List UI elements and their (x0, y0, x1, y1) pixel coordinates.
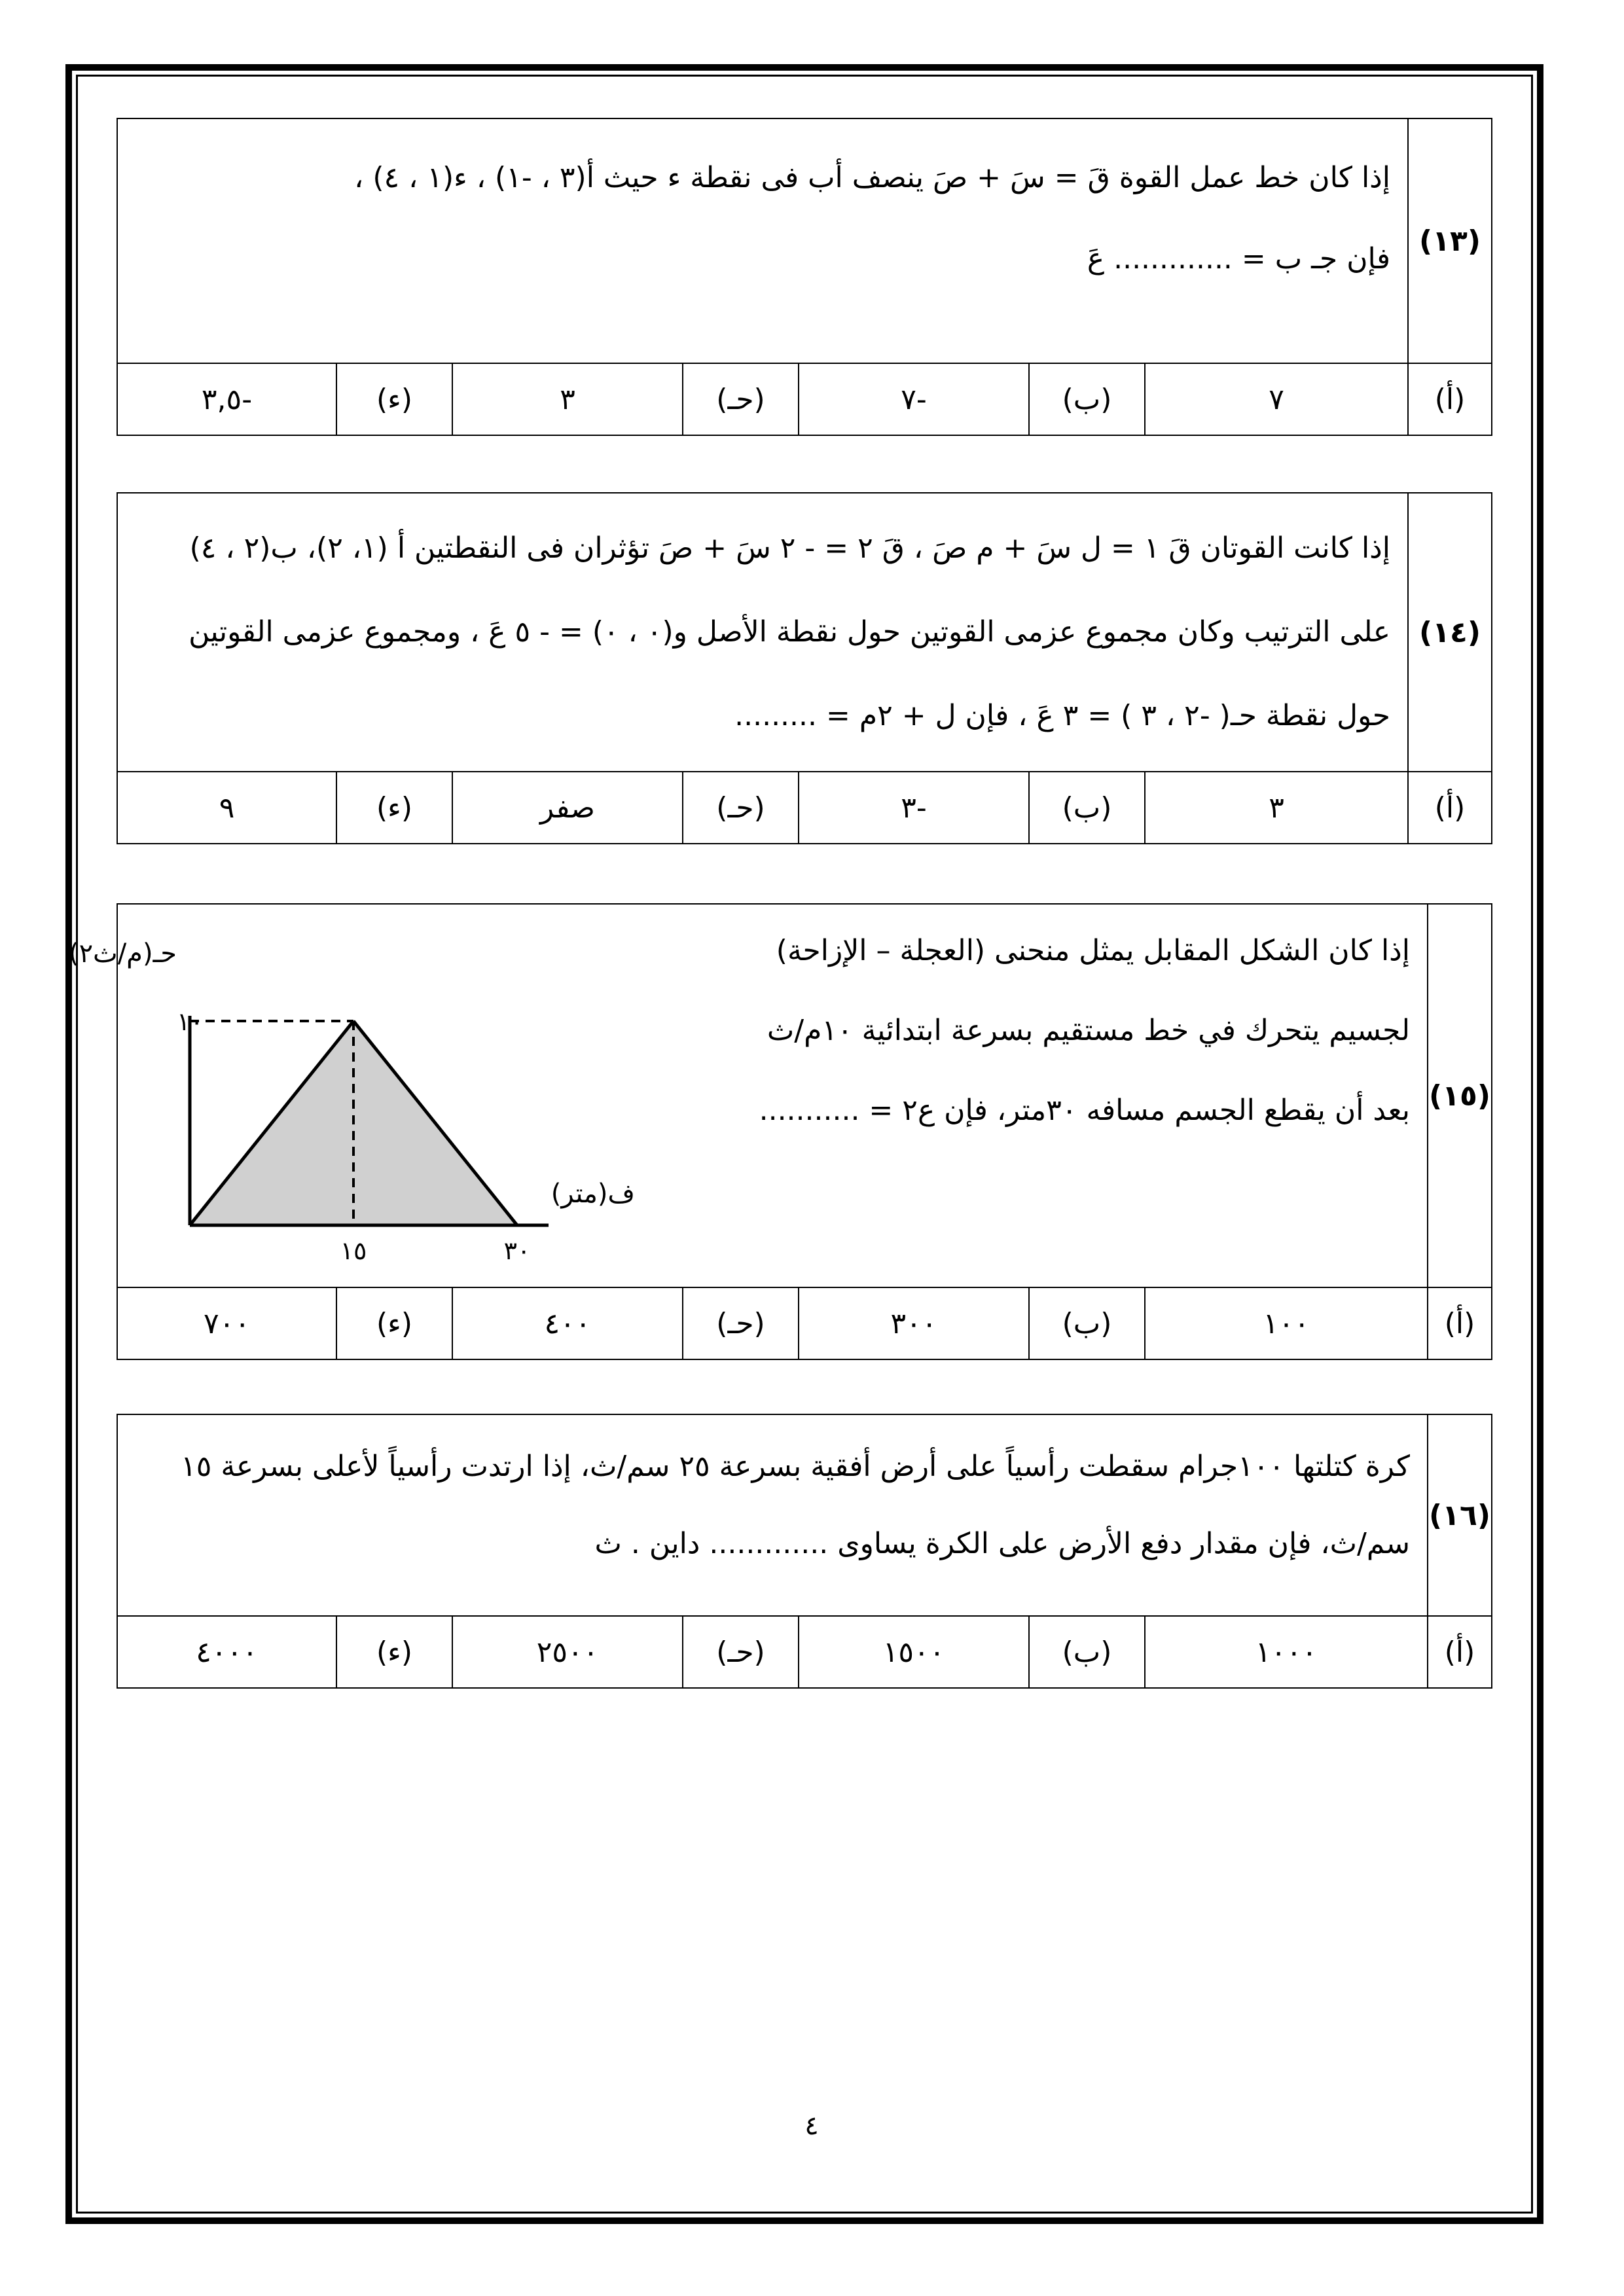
option-value[interactable]: -٣,٥ (201, 382, 253, 416)
option-value[interactable]: ١٥٠٠ (798, 1617, 1028, 1687)
option-tag[interactable]: (ب) (1028, 1617, 1144, 1687)
option-tag[interactable]: (أ) (1407, 364, 1491, 435)
option-value[interactable]: -٧ (798, 364, 1028, 435)
option-tag[interactable]: (أ) (1427, 1617, 1491, 1687)
option-value[interactable]: ٢٥٠٠ (452, 1617, 682, 1687)
question-number: (١٥) (1427, 905, 1491, 1287)
option-tag[interactable]: (أ) (1427, 1288, 1491, 1359)
option-tag[interactable]: (ء) (336, 772, 452, 843)
page-number: ٤ (804, 2111, 819, 2141)
option-value[interactable]: ٤٠٠ (452, 1288, 682, 1359)
question-line: سم/ث، فإن مقدار دفع الأرض على الكرة يساوى ............. داين . ث (594, 1527, 1410, 1560)
option-tag[interactable]: (حـ) (682, 1288, 798, 1359)
x-axis-label: ف(متر) (550, 1179, 635, 1209)
option-value[interactable]: ٤٠٠٠ (196, 1635, 258, 1669)
option-tag[interactable]: (حـ) (682, 364, 798, 435)
question-text (118, 119, 1407, 363)
option-tag[interactable]: (ب) (1028, 772, 1144, 843)
question-number: (١٣) (1407, 119, 1491, 363)
question-line: بعد أن يقطع الجسم مسافه ٣٠متر، فإن ع٢ = ........... (759, 1094, 1410, 1127)
option-tag[interactable]: (ء) (336, 1288, 452, 1359)
option-value[interactable]: ٧٠٠ (204, 1306, 250, 1340)
question-line: حول نقطة حـ( -٢ ، ٣ ) = ٣ عَ ، فإن ل + ٢م = ......... (734, 699, 1390, 732)
option-tag[interactable]: (أ) (1407, 772, 1491, 843)
option-value[interactable]: ٩ (219, 791, 235, 825)
option-tag[interactable]: (حـ) (682, 1617, 798, 1687)
acceleration-displacement-graph (68, 918, 635, 1265)
question-number: (١٦) (1427, 1415, 1491, 1615)
answer-options (118, 364, 1491, 435)
question-number: (١٤) (1407, 493, 1491, 771)
question-14 (117, 492, 1492, 844)
question-line: كرة كتلتها ١٠٠جرام سقطت رأسياً على أرض أفقية بسرعة ٢٥ سم/ث، إذا ارتدت رأسياً لأعلى بسرعة ١٥ (181, 1450, 1410, 1483)
x-tick-label: ٣٠ (503, 1236, 531, 1265)
question-text (118, 493, 1407, 771)
option-tag[interactable]: (حـ) (682, 772, 798, 843)
question-15 (68, 903, 1492, 1360)
answer-options (118, 1288, 1491, 1359)
option-value[interactable]: -٣ (798, 772, 1028, 843)
option-value[interactable]: ٣ (452, 364, 682, 435)
option-value[interactable]: ٣ (1144, 772, 1407, 843)
option-tag[interactable]: (ب) (1028, 1288, 1144, 1359)
question-13 (117, 118, 1492, 436)
answer-options (118, 772, 1491, 843)
question-text (118, 1415, 1427, 1615)
y-axis-label: حـ(م/ث٢) (68, 939, 177, 969)
question-text (68, 905, 1427, 1287)
question-line: فإن جـ ب = ............. عَ (1087, 242, 1390, 276)
x-tick-label: ١٥ (340, 1236, 367, 1265)
question-16 (117, 1414, 1492, 1689)
question-line: إذا كانت القوتان قَ ١ = ل سَ + م صَ ، قَ ٢ = - ٢ سَ + صَ تؤثران فى النقطتين أ (١، ٢)، ب(٢ ، ٤) (189, 531, 1390, 565)
option-value[interactable]: صفر (452, 772, 682, 843)
question-line: إذا كان الشكل المقابل يمثل منحنى (العجلة – الإزاحة) (776, 934, 1410, 967)
y-tick-label: ١٠ (177, 1007, 204, 1036)
option-value[interactable]: ١٠٠٠ (1144, 1617, 1427, 1687)
question-line: على الترتيب وكان مجموع عزمى القوتين حول نقطة الأصل و(٠ ، ٠) = - ٥ عَ ، ومجموع عزمى القوتين (189, 615, 1390, 649)
question-line: لجسيم يتحرك في خط مستقيم بسرعة ابتدائية ١٠م/ث (767, 1014, 1410, 1047)
option-value[interactable]: ٣٠٠ (798, 1288, 1028, 1359)
question-line: إذا كان خط عمل القوة قَ = سَ + صَ ينصف أب فى نقطة ء حيث أ(٣ ، -١) ، ء(١ ، ٤) ، (354, 161, 1390, 194)
option-tag[interactable]: (ء) (336, 364, 452, 435)
option-value[interactable]: ٧ (1144, 364, 1407, 435)
option-tag[interactable]: (ء) (336, 1617, 452, 1687)
option-tag[interactable]: (ب) (1028, 364, 1144, 435)
answer-options (118, 1617, 1491, 1687)
option-value[interactable]: ١٠٠ (1144, 1288, 1427, 1359)
